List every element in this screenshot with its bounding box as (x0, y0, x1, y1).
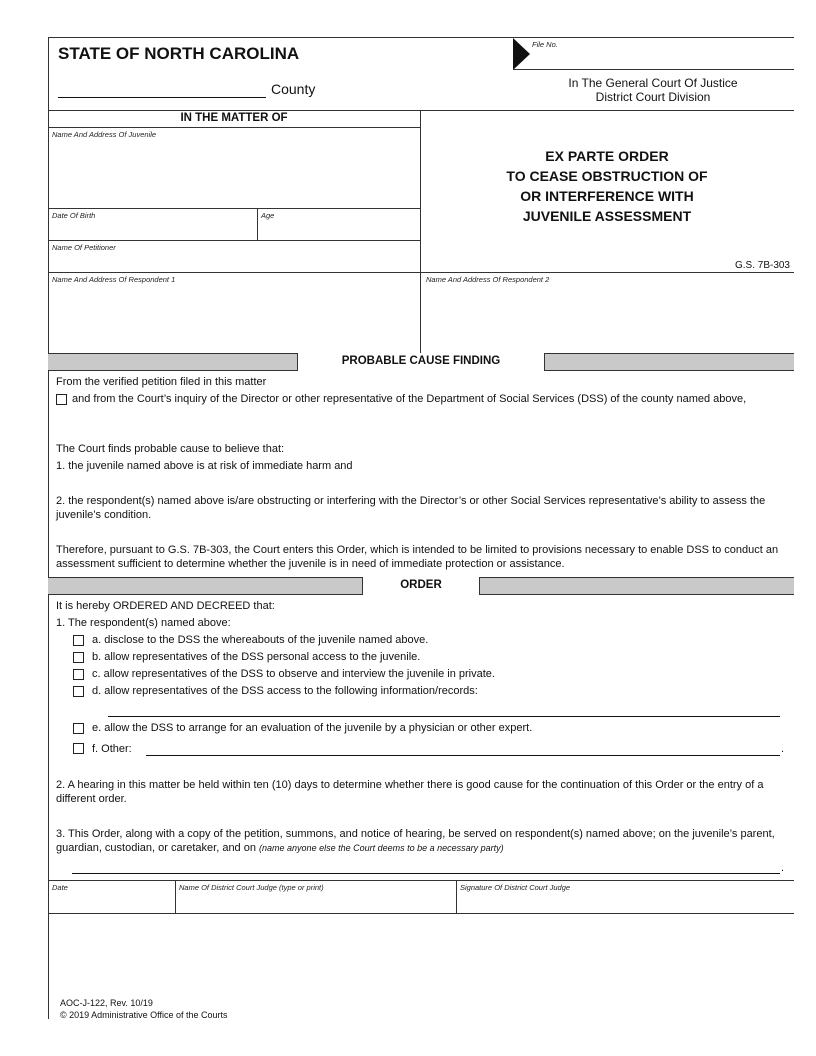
copyright: © 2019 Administrative Office of the Courts (60, 1010, 228, 1020)
finding-therefore: Therefore, pursuant to G.S. 7B-303, the Court enters this Order, which is intended to be limited to provisions necessary to enable DSS to conduct an assessment sufficient to determine whether the juvenile is in need of immediate protection or assistance. (56, 544, 779, 570)
order-heading: ORDER (362, 577, 480, 595)
order-item1: 1. The respondent(s) named above: (56, 617, 231, 629)
order-item-a: a. disclose to the DSS the whereabouts of the juvenile named above. (92, 634, 429, 646)
order-item3 (56, 828, 786, 855)
judge-sig-field[interactable] (457, 893, 793, 912)
finding-item2: 2. the respondent(s) named above is/are obstructing or interfering with the Director’s or other Social Services representative’s ability to assess the juvenile’s condition. (56, 495, 766, 521)
checkbox-a[interactable] (73, 635, 84, 646)
state-title: STATE OF NORTH CAROLINA (58, 44, 300, 63)
file-no-field[interactable] (513, 69, 794, 70)
title-line2: TO CEASE OBSTRUCTION OF (506, 168, 708, 184)
respondent2-label: Name And Address Of Respondent 2 (426, 275, 550, 284)
court-line1: In The General Court Of Justice (568, 76, 738, 90)
date-field[interactable] (49, 893, 174, 912)
finding-inquiry: and from the Court’s inquiry of the Director or other representative of the Department of Social Services (DSS) of the county named above, (72, 393, 747, 405)
checkbox-b[interactable] (73, 652, 84, 663)
petitioner-label: Name Of Petitioner (52, 243, 116, 252)
title-line4: JUVENILE ASSESSMENT (522, 208, 692, 224)
order-item-d: d. allow representatives of the DSS access to the following information/records: (92, 685, 478, 697)
county-line[interactable] (58, 97, 266, 98)
age-field[interactable] (258, 221, 419, 240)
dob-field[interactable] (49, 221, 256, 240)
checkbox-f[interactable] (73, 743, 84, 754)
respondent1-field[interactable] (49, 285, 419, 351)
records-line[interactable] (108, 716, 780, 717)
finding-heading: PROBABLE CAUSE FINDING (297, 353, 545, 371)
form-id: AOC-J-122, Rev. 10/19 (60, 998, 153, 1008)
judge-name-field[interactable] (176, 893, 455, 912)
court-line2: District Court Division (595, 90, 711, 104)
petitioner-field[interactable] (49, 253, 419, 271)
form-title (421, 146, 793, 226)
county-label: County (271, 81, 316, 97)
order-item2: 2. A hearing in this matter be held within ten (10) days to determine whether there is good cause for the continuation of this Order or the entry of a different order. (56, 779, 764, 805)
dob-label: Date Of Birth (52, 211, 96, 220)
respondent1-label: Name And Address Of Respondent 1 (52, 275, 176, 284)
court-name (513, 76, 793, 104)
order-item-c: c. allow representatives of the DSS to observe and interview the juvenile in private. (92, 668, 495, 680)
matter-heading: IN THE MATTER OF (180, 112, 288, 124)
juvenile-field[interactable] (49, 140, 419, 207)
date-label: Date (52, 883, 68, 892)
checkbox-d[interactable] (73, 686, 84, 697)
finding-finds: The Court finds probable cause to believe that: (56, 443, 285, 455)
inquiry-checkbox[interactable] (56, 394, 67, 405)
order-item3-italic: (name anyone else the Court deems to be a necessary party) (259, 842, 504, 853)
respondent2-field[interactable] (421, 285, 793, 351)
age-label: Age (261, 211, 275, 220)
file-no-arrow-icon (513, 38, 530, 70)
checkbox-c[interactable] (73, 669, 84, 680)
other-line[interactable] (146, 755, 780, 756)
order-item3-text: 3. This Order, along with a copy of the petition, summons, and notice of hearing, be served on respondent(s) named above; on the juvenile’s parent, guardian, custodian, or caretaker, and on (56, 828, 775, 854)
order-item-b: b. allow representatives of the DSS personal access to the juvenile. (92, 651, 421, 663)
order-intro: It is hereby ORDERED AND DECREED that: (56, 600, 275, 612)
checkbox-e[interactable] (73, 723, 84, 734)
finding-item1: 1. the juvenile named above is at risk of immediate harm and (56, 460, 353, 472)
judge-sig-label: Signature Of District Court Judge (460, 883, 571, 892)
juvenile-label: Name And Address Of Juvenile (52, 130, 157, 139)
party-line[interactable] (72, 873, 780, 874)
finding-intro: From the verified petition filed in this matter (56, 376, 267, 388)
judge-name-label: Name Of District Court Judge (type or print) (179, 883, 324, 892)
title-line3: OR INTERFERENCE WITH (520, 188, 694, 204)
order-item-f: f. Other: (92, 743, 132, 755)
order-item-e: e. allow the DSS to arrange for an evaluation of the juvenile by a physician or other expert. (92, 722, 533, 734)
title-line1: EX PARTE ORDER (545, 148, 669, 164)
file-no-label: File No. (532, 40, 558, 49)
statute-ref: G.S. 7B-303 (734, 260, 790, 271)
